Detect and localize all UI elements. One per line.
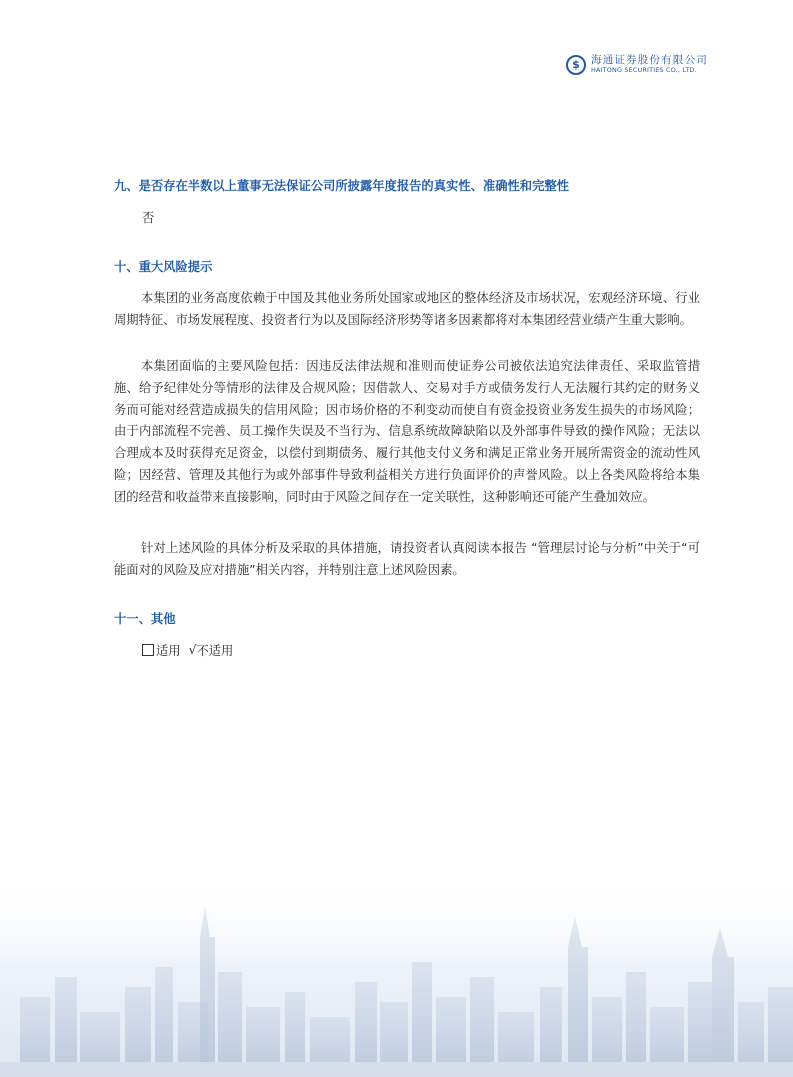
section-ten-heading: 十、重大风险提示 xyxy=(114,260,213,274)
risk-paragraph-3: 针对上述风险的具体分析及采取的具体措施，请投资者认真阅读本报告 “管理层讨论与分析”中关于“可能面对的风险及应对措施”相关内容，并特别注意上述风险因素。 xyxy=(114,541,700,577)
company-logo xyxy=(566,54,708,75)
haitong-logo-icon: $ xyxy=(566,55,586,75)
section-nine-heading: 九、是否存在半数以上董事无法保证公司所披露年度报告的真实性、准确性和完整性 xyxy=(114,179,569,193)
risk-paragraph-1: 本集团的业务高度依赖于中国及其他业务所处国家或地区的整体经济及市场状况，宏观经济环境、行业周期特征、市场发展程度、投资者行为以及国际经济形势等诸多因素都将对本集团经营业绩产生重大影响。 xyxy=(114,291,700,327)
section-nine-answer: 否 xyxy=(142,211,155,225)
risk-paragraph-2: 本集团面临的主要风险包括：因违反法律法规和准则而使证券公司被依法追究法律责任、采取监管措施、给予纪律处分等情形的法律及合规风险；因借款人、交易对手方或债务发行人无法履行其约定的财务义务而可能对经营造成损失的信用风险；因市场价格的不利变动而使自有资金投资业务发生损失的市场风险；由于内部流程不完善、员工操作失误及不当行为、信息系统故障缺陷以及外部事件导致的操作风险；无法以合理成本及时获得充足资金，以偿付到期债务、履行其他支付义务和满足正常业务开展所需资金的流动性风险；因经营、管理及其他行为或外部事件导致利益相关方进行负面评价的声誉风险。以上各类风险将给本集团的经营和收益带来直接影响，同时由于风险之间存在一定关联性，这种影响还可能产生叠加效应。 xyxy=(114,359,700,504)
applicability-options xyxy=(142,641,233,659)
logo-company-cn: 海通证券股份有限公司 xyxy=(591,54,708,66)
city-skyline-illustration xyxy=(0,877,793,1077)
logo-company-en: HAITONG SECURITIES CO., LTD. xyxy=(591,66,697,74)
option-applicable-label: 适用 xyxy=(156,644,181,658)
option-not-applicable-label: 不适用 xyxy=(196,644,234,658)
section-eleven-heading: 十一、其他 xyxy=(114,612,176,626)
logo-text xyxy=(591,54,708,75)
checkmark-icon: √ xyxy=(188,643,197,657)
checkbox-empty-icon xyxy=(142,644,154,656)
